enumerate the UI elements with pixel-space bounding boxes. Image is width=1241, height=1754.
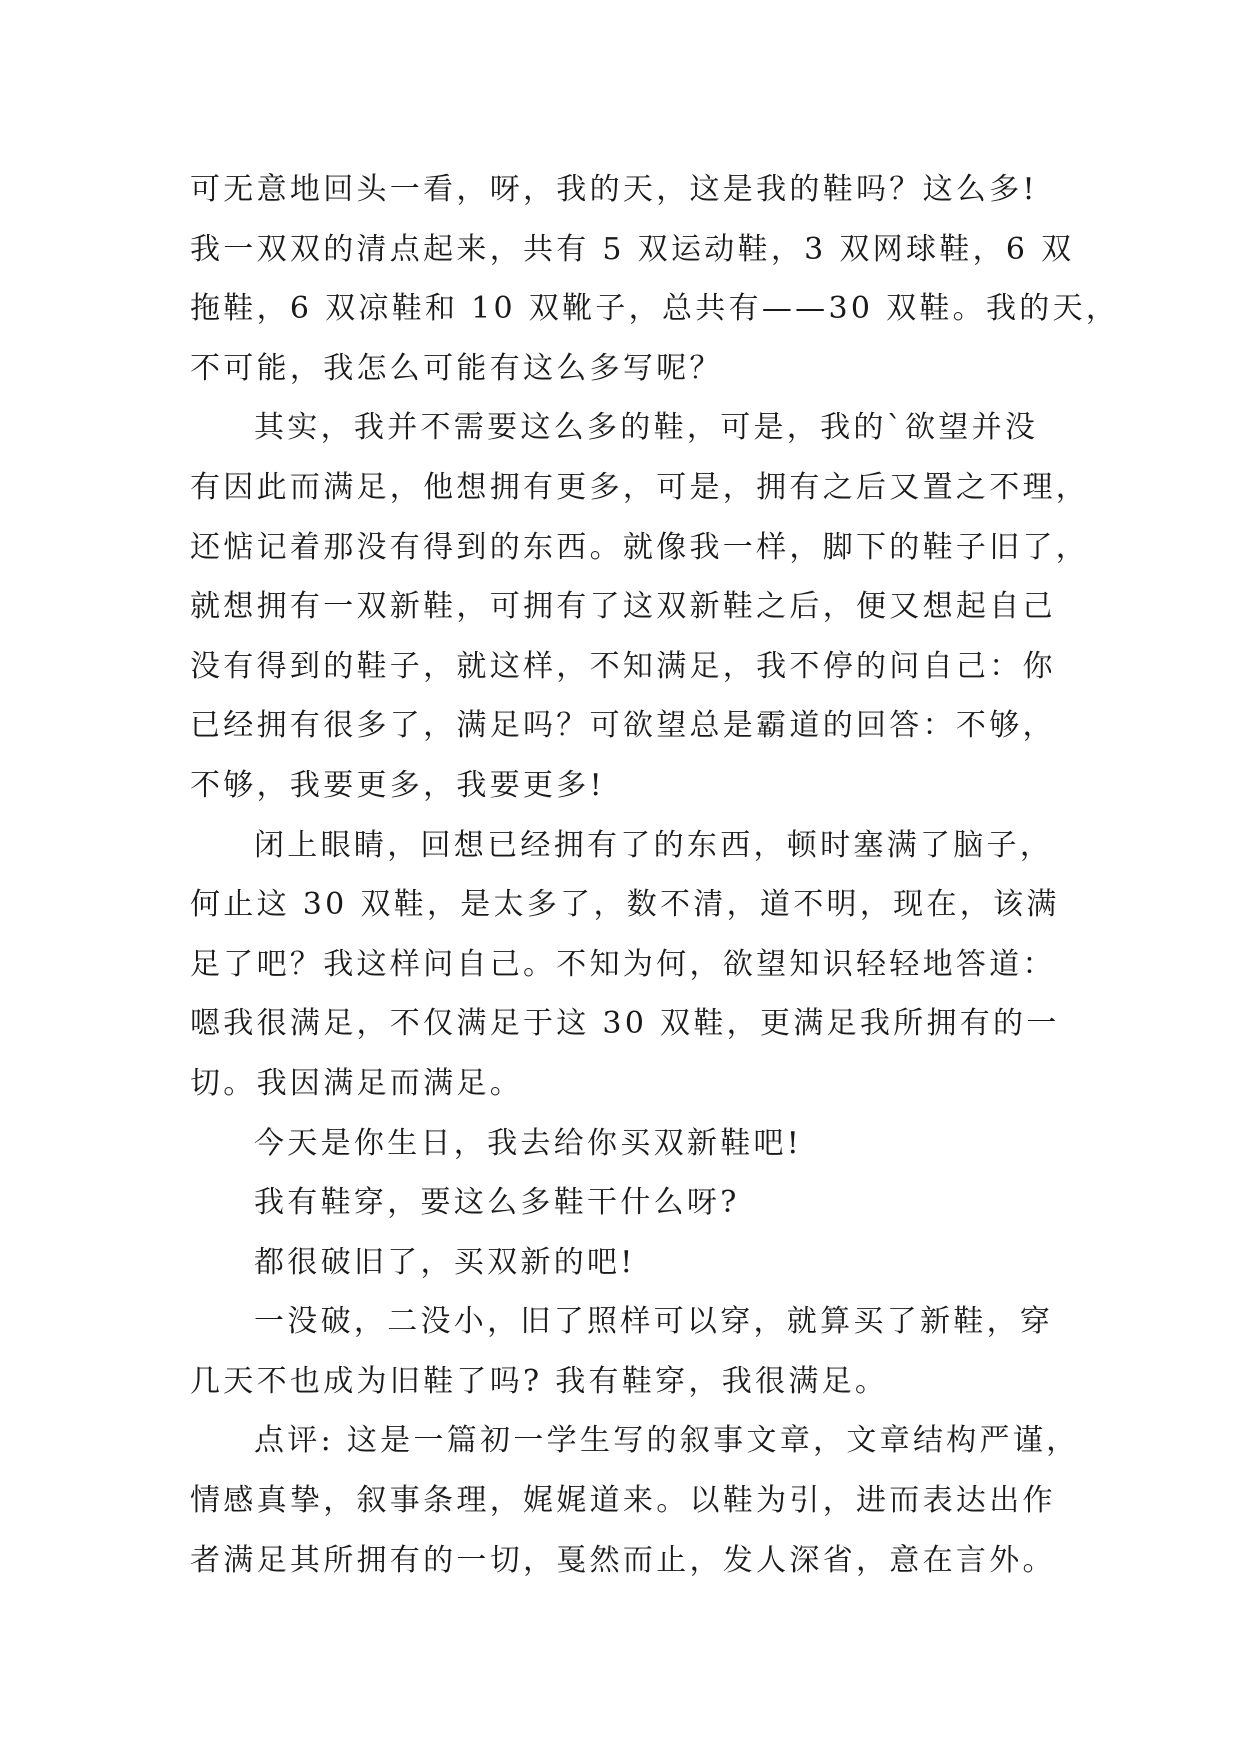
text-line: 嗯我很满足，不仅满足于这 30 双鞋，更满足我所拥有的一 (190, 1006, 1060, 1042)
text-line: 没有得到的鞋子，就这样，不知满足，我不停的问自己：你 (190, 648, 1056, 684)
text-line: 已经拥有很多了，满足吗？可欲望总是霸道的回答：不够， (190, 708, 1056, 744)
text-line: 几天不也成为旧鞋了吗? 我有鞋穿，我很满足。 (190, 1363, 889, 1399)
text-line: 切。我因满足而满足。 (190, 1065, 523, 1101)
text-line: 都很破旧了，买双新的吧! (254, 1244, 636, 1280)
text-line: 我一双双的清点起来，共有 5 双运动鞋，3 双网球鞋，6 双 (190, 231, 1075, 267)
text-line: 不够，我要更多，我要更多! (190, 767, 605, 803)
text-line: 其实，我并不需要这么多的鞋，可是，我的`欲望并没 (254, 410, 1039, 446)
text-line: 今天是你生日，我去给你买双新鞋吧! (254, 1125, 803, 1161)
text-line: 点评: 这是一篇初一学生写的叙事文章，文章结构严谨， (254, 1423, 1080, 1459)
text-line: 情感真挚，叙事条理，娓娓道来。以鞋为引，进而表达出作 (190, 1483, 1056, 1519)
text-line: 何止这 30 双鞋，是太多了，数不清，道不明，现在，该满 (190, 887, 1060, 923)
text-line: 不可能，我怎么可能有这么多写呢？ (190, 350, 723, 386)
text-line: 我有鞋穿，要这么多鞋干什么呀? (254, 1185, 740, 1221)
text-line: 闭上眼睛，回想已经拥有了的东西，顿时塞满了脑子， (254, 827, 1054, 863)
text-line: 有因此而满足，他想拥有更多，可是，拥有之后又置之不理， (190, 469, 1090, 505)
text-line: 者满足其所拥有的一切，戛然而止，发人深省，意在言外。 (190, 1542, 1056, 1578)
text-line: 还惦记着那没有得到的东西。就像我一样，脚下的鞋子旧了， (190, 529, 1090, 565)
body-text (190, 160, 1120, 1590)
text-line: 一没破，二没小，旧了照样可以穿，就算买了新鞋，穿 (254, 1304, 1054, 1340)
text-line: 拖鞋，6 双凉鞋和 10 双靴子，总共有——30 双鞋。我的天， (190, 291, 1120, 327)
text-line: 足了吧？我这样问自己。不知为何，欲望知识轻轻地答道： (190, 946, 1056, 982)
text-line: 就想拥有一双新鞋，可拥有了这双新鞋之后，便又想起自己 (190, 589, 1056, 625)
text-line: 可无意地回头一看，呀，我的天，这是我的鞋吗？这么多! (190, 172, 1038, 207)
